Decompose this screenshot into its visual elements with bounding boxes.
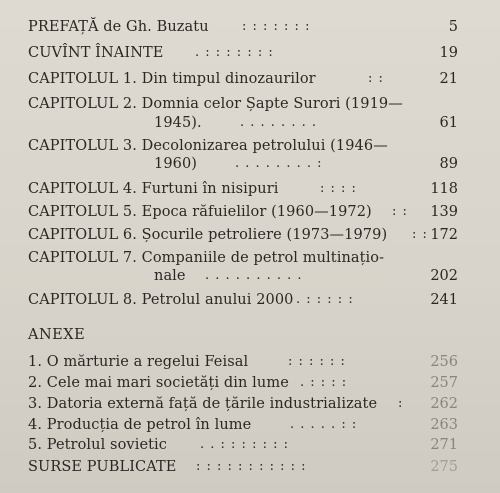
entry-label: CUVÎNT ÎNAINTE: [28, 45, 164, 61]
dot-leader: . . . . . . . . :: [235, 156, 323, 171]
page-number: 262: [430, 396, 458, 412]
page-number: 256: [430, 354, 458, 370]
toc-entry-prefata: [0, 18, 500, 40]
entry-label: 5. Petrolul sovietic: [28, 437, 168, 453]
annex-entry-1: [0, 353, 500, 375]
entry-label: 2. Cele mai mari societăți din lume: [28, 375, 289, 391]
dot-leader: : :: [412, 227, 428, 242]
dot-leader: : : : : : : :: [242, 19, 311, 34]
entry-label: CAPITOLUL 2. Domnia celor Șapte Surori (1919—: [28, 96, 403, 112]
dot-leader: . . . . . . . .: [240, 115, 317, 130]
toc-entry-capitolul-8: [0, 291, 500, 313]
dot-leader: . . . . . . . . . .: [205, 268, 303, 283]
entry-label-continuation: 1960): [154, 156, 198, 172]
entry-label: 4. Producția de petrol în lume: [28, 417, 252, 433]
toc-entry-capitolul-3-cont: [0, 155, 500, 177]
entry-label: CAPITOLUL 8. Petrolul anului 2000: [28, 292, 294, 308]
entry-label: CAPITOLUL 3. Decolonizarea petrolului (1946—: [28, 138, 388, 154]
dot-leader: . . : : : : : : :: [200, 437, 289, 452]
toc-entry-cuvint-inainte: [0, 44, 500, 66]
page-number: 19: [439, 45, 458, 61]
dot-leader: : :: [368, 71, 384, 86]
toc-entry-surse-publicate: [0, 458, 500, 480]
toc-entry-capitolul-7-cont: [0, 267, 500, 289]
entry-label: CAPITOLUL 4. Furtuni în nisipuri: [28, 181, 279, 197]
page-number: 118: [430, 181, 458, 197]
page-number: 172: [430, 227, 458, 243]
dot-leader: : : : : : : : : : : :: [196, 459, 307, 474]
toc-entry-capitolul-4: [0, 180, 500, 202]
page-number: 241: [430, 292, 458, 308]
toc-entry-capitolul-6: [0, 226, 500, 248]
dot-leader: :: [398, 396, 404, 411]
annex-entry-4: [0, 416, 500, 438]
toc-entry-capitolul-2-cont: [0, 114, 500, 136]
dot-leader: . : : : :: [300, 375, 348, 390]
page-number: 21: [439, 71, 458, 87]
annex-entry-5: [0, 436, 500, 458]
page-number: 275: [430, 459, 458, 475]
annex-entry-2: [0, 374, 500, 396]
entry-label-continuation: 1945).: [154, 115, 202, 131]
page-number: 89: [439, 156, 458, 172]
page-number: 257: [430, 375, 458, 391]
annex-entry-3: [0, 395, 500, 417]
annex-heading: ANEXE: [28, 327, 86, 343]
dot-leader: . . . . . : :: [290, 417, 358, 432]
page-number: 61: [439, 115, 458, 131]
page-number: 263: [430, 417, 458, 433]
entry-label-continuation: nale: [154, 268, 186, 284]
page-number: 271: [430, 437, 458, 453]
toc-entry-capitolul-5: [0, 203, 500, 225]
dot-leader: : : : :: [320, 181, 357, 196]
entry-label: SURSE PUBLICATE: [28, 459, 177, 475]
page-number: 202: [430, 268, 458, 284]
toc-entry-capitolul-1: [0, 70, 500, 92]
dot-leader: . : : : : : : :: [195, 45, 274, 60]
dot-leader: . : : : : :: [296, 292, 354, 307]
dot-leader: : :: [392, 204, 408, 219]
entry-label: CAPITOLUL 7. Companiile de petrol multinațio-: [28, 250, 385, 266]
entry-label: 1. O mărturie a regelui Feisal: [28, 354, 249, 370]
entry-label: 3. Datoria externă față de țările industrializate: [28, 396, 378, 412]
entry-label: PREFAȚĂ de Gh. Buzatu: [28, 19, 209, 35]
dot-leader: : : : : : :: [288, 354, 346, 369]
entry-label: CAPITOLUL 6. Șocurile petroliere (1973—1979): [28, 227, 388, 243]
page-number: 139: [430, 204, 458, 220]
entry-label: CAPITOLUL 1. Din timpul dinozaurilor: [28, 71, 316, 87]
entry-label: CAPITOLUL 5. Epoca răfuielilor (1960—1972): [28, 204, 372, 220]
page-number: 5: [448, 19, 458, 35]
